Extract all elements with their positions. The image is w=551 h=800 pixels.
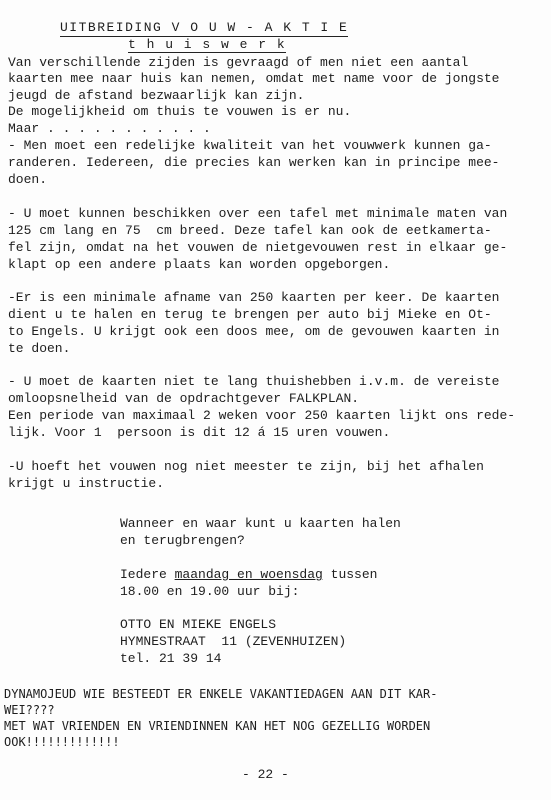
condition-table-line: fel zijn, omdat na het vouwen de nietgevouwen rest in elkaar ge- <box>8 240 508 255</box>
condition-duration-line: omloopsnelheid van de opdrachtgever FALKPLAN. <box>8 391 360 406</box>
pickup-question: Wanneer en waar kunt u kaarten halen <box>120 516 401 531</box>
appeal-line: OOK!!!!!!!!!!!!! <box>4 734 120 749</box>
page-subtitle: t h u i s w e r k <box>128 37 287 52</box>
pickup-days-prefix: Iedere <box>120 567 175 582</box>
pickup-hours: 18.00 en 19.00 uur bij: <box>120 584 300 599</box>
pickup-days-line <box>120 567 377 583</box>
condition-quality-line: - Men moet een redelijke kwaliteit van het vouwwerk kunnen ga- <box>8 138 492 153</box>
pickup-address: HYMNESTRAAT 11 (ZEVENHUIZEN) <box>120 634 347 649</box>
intro-line: Maar . . . . . . . . . . . <box>8 121 211 136</box>
condition-quality-line: randeren. Iedereen, die precies kan werken kan in principe mee- <box>8 155 500 170</box>
page-number: - 22 - <box>242 767 289 782</box>
condition-instruction-line: krijgt u instructie. <box>8 476 165 491</box>
condition-table-line: 125 cm lang en 75 cm breed. Deze tafel kan ook de eetkamerta- <box>8 223 492 238</box>
condition-minimum-line: te doen. <box>8 341 71 356</box>
condition-duration-line: Een periode van maximaal 2 weken voor 250 kaarten lijkt ons rede- <box>8 408 516 423</box>
condition-instruction-line: -U hoeft het vouwen nog niet meester te zijn, bij het afhalen <box>8 459 484 474</box>
intro-line: Van verschillende zijden is gevraagd of men niet een aantal <box>8 55 469 70</box>
pickup-question: en terugbrengen? <box>120 533 245 548</box>
page-title: UITBREIDING V O U W - A K T I E <box>60 20 349 35</box>
appeal-line: DYNAMOJEUD WIE BESTEEDT ER ENKELE VAKANTIEDAGEN AAN DIT KAR- <box>4 686 438 701</box>
condition-table-line: - U moet kunnen beschikken over een tafel met minimale maten van <box>8 206 508 221</box>
condition-duration-line: - U moet de kaarten niet te lang thuishebben i.v.m. de vereiste <box>8 374 500 389</box>
appeal-line: WEI???? <box>4 702 55 717</box>
condition-quality-line: doen. <box>8 172 48 187</box>
pickup-name: OTTO EN MIEKE ENGELS <box>120 617 277 632</box>
condition-minimum-line: to Engels. U krijgt ook een doos mee, om de gevouwen kaarten in <box>8 324 500 339</box>
intro-line: jeugd de afstand bezwaarlijk kan zijn. <box>8 88 305 103</box>
condition-minimum-line: dient u te halen en terug te brengen per auto bij Mieke en Ot- <box>8 307 492 322</box>
appeal-line: MET WAT VRIENDEN EN VRIENDINNEN KAN HET NOG GEZELLIG WORDEN <box>4 718 431 733</box>
intro-line: De mogelijkheid om thuis te vouwen is er nu. <box>8 104 352 119</box>
pickup-days-suffix: tussen <box>322 567 378 582</box>
condition-duration-line: lijk. Voor 1 persoon is dit 12 á 15 uren vouwen. <box>8 425 391 440</box>
condition-table-line: klapt op een andere plaats kan worden opgeborgen. <box>8 257 391 272</box>
intro-line: kaarten mee naar huis kan nemen, omdat met name voor de jongste <box>8 71 500 86</box>
pickup-days: maandag en woensdag <box>174 567 323 582</box>
condition-minimum-line: -Er is een minimale afname van 250 kaarten per keer. De kaarten <box>8 290 500 305</box>
pickup-phone: tel. 21 39 14 <box>120 651 222 666</box>
